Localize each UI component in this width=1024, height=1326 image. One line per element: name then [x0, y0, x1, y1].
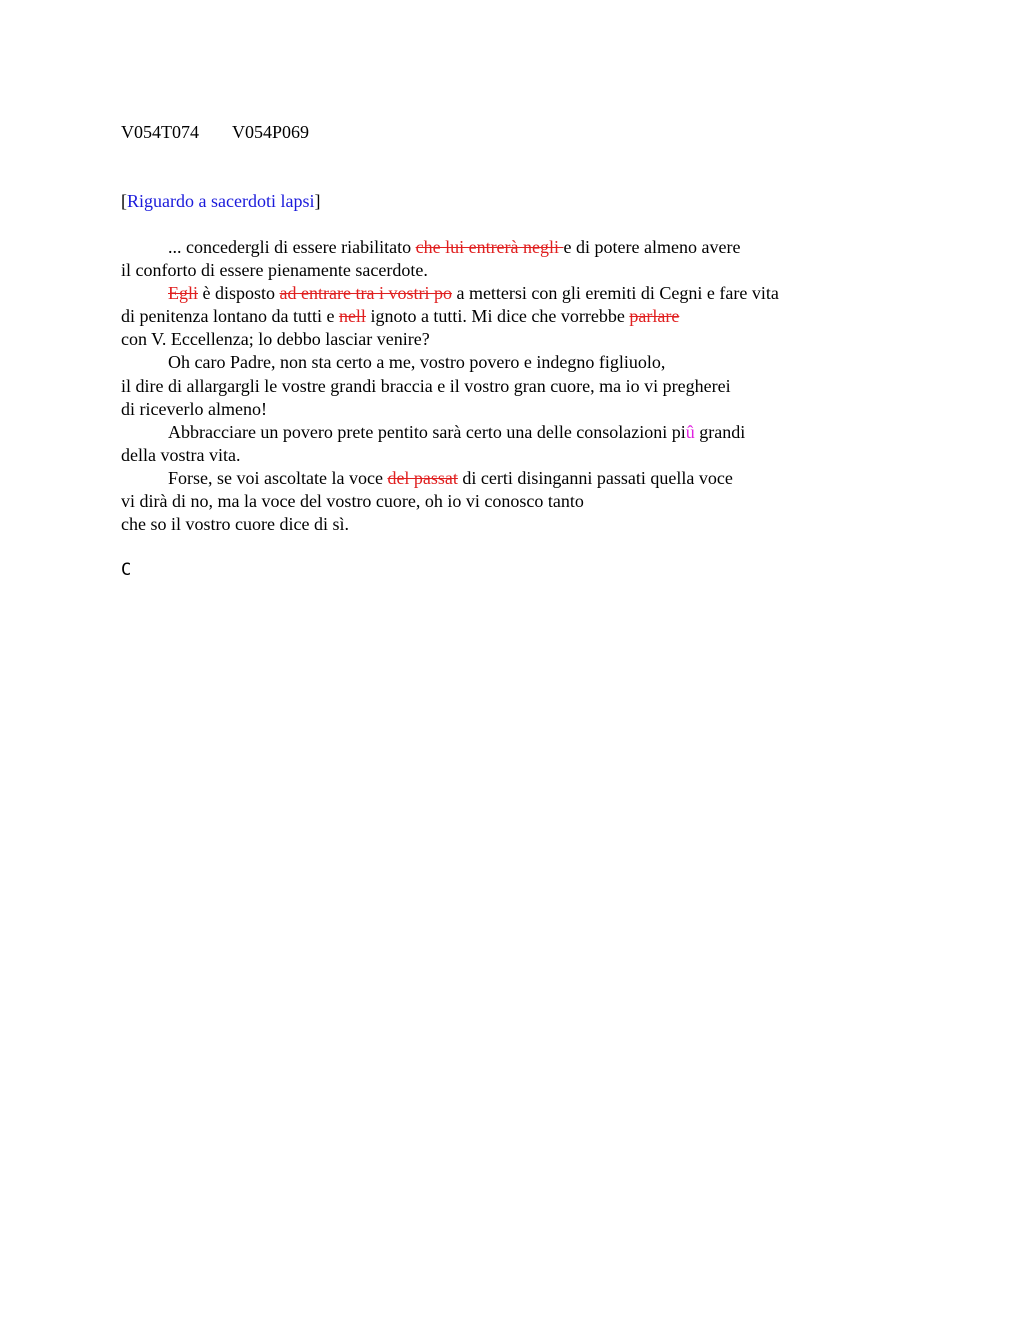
- body-line: [121, 282, 901, 305]
- body-line: vi dirà di no, ma la voce del vostro cuore, oh io vi conosco tanto: [121, 491, 584, 512]
- deleted-text: Egli: [168, 283, 198, 304]
- body-line: [121, 467, 901, 490]
- text-run: Forse, se voi ascoltate la voce: [168, 467, 388, 488]
- text-run: ignoto a tutti. Mi dice che vorrebbe: [365, 306, 630, 327]
- letter-body: [121, 236, 901, 536]
- document-page: [121, 121, 901, 582]
- body-line: della vostra vita.: [121, 444, 241, 465]
- title-text: Riguardo a sacerdoti lapsi: [127, 191, 315, 211]
- body-line: con V. Eccellenza; lo debbo lasciar venire?: [121, 329, 430, 350]
- deleted-text: ad entrare tra i vostri po: [279, 283, 452, 304]
- volume-page-code: V054P069: [232, 122, 310, 142]
- body-line: [121, 236, 901, 259]
- deleted-text: parlare: [629, 306, 680, 327]
- text-run: Abbracciare un povero prete pentito sarà certo una delle consolazioni pi: [168, 421, 686, 442]
- body-line: [121, 421, 901, 444]
- deleted-text: che lui entrerà negli: [415, 237, 564, 257]
- text-run: e di potere almeno avere: [563, 237, 741, 257]
- body-line: che so il vostro cuore dice di sì.: [121, 514, 349, 535]
- text-run: a mettersi con gli eremiti di Cegni e fare vita: [451, 283, 779, 304]
- title-open-bracket: [: [121, 191, 127, 211]
- text-run: di certi disinganni passati quella voce: [457, 467, 733, 488]
- body-line: il conforto di essere pienamente sacerdote.: [121, 260, 428, 281]
- section-title: [121, 190, 901, 213]
- footer-mark: C: [121, 560, 132, 581]
- body-line: di riceverlo almeno!: [121, 398, 267, 419]
- highlighted-text: û: [685, 421, 695, 442]
- text-run: è disposto: [198, 283, 280, 304]
- deleted-text: nell: [338, 306, 366, 327]
- body-line: il dire di allargargli le vostre grandi braccia e il vostro gran cuore, ma io vi pregherei: [121, 375, 731, 396]
- document-codes: [121, 121, 901, 144]
- deleted-text: del passat: [387, 467, 458, 488]
- text-run: ... concedergli di essere riabilitato: [168, 237, 416, 257]
- body-line: [121, 305, 901, 328]
- volume-text-code: V054T074: [121, 122, 199, 142]
- title-close-bracket: ]: [314, 191, 321, 211]
- body-line: Oh caro Padre, non sta certo a me, vostro povero e indegno figliuolo,: [168, 352, 666, 373]
- text-run: di penitenza lontano da tutti e: [121, 306, 339, 327]
- text-run: grandi: [694, 421, 746, 442]
